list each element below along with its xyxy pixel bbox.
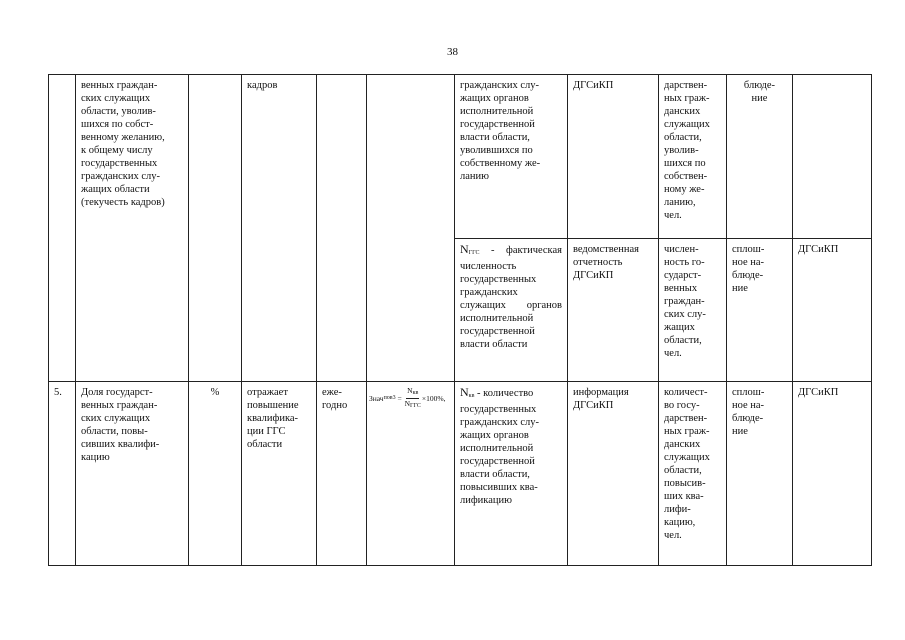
cell-periodicity-cont <box>317 75 367 382</box>
cell-periodicity: еже- годно <box>317 382 367 566</box>
formula-lhs: Знач <box>369 394 384 403</box>
formula-tail: ×100%, <box>421 394 446 403</box>
cell-var1-description: гражданских слу- жащих органов исполнительной государственной власти области, уволившихся по собственному же- ланию <box>455 75 568 239</box>
cell-var1-source: ДГСиКП <box>568 75 659 239</box>
cell-unit: % <box>189 382 242 566</box>
cell-name-cont: венных граждан- ских служащих области, уволив- шихся по собст- венному желанию, к общему числу государственных гражданских слу- жащих области (текучесть кадров) <box>76 75 189 382</box>
var2-symbol: N <box>460 242 469 256</box>
page-number: 38 <box>447 46 458 58</box>
cell-unit-cont <box>189 75 242 382</box>
cell-var1-responsible <box>793 75 872 239</box>
formula-denominator: $N_{ГГС}$ <box>404 399 421 409</box>
cell-formula <box>367 382 455 566</box>
cell-number: 5. <box>49 382 76 566</box>
cell-var2-method: сплош- ное на- блюде- ние <box>727 239 793 382</box>
cell-var-source: информация ДГСиКП <box>568 382 659 566</box>
cell-var2-unit: числен- ность го- сударст- венных граждан- ских слу- жащих области, чел. <box>659 239 727 382</box>
cell-var-unit: количест- во госу- дарствен- ных граж- данских служащих области, повысив- ших ква- лифи- кацию, чел. <box>659 382 727 566</box>
cell-var2-source: ведомственная отчетность ДГСиКП <box>568 239 659 382</box>
indicators-table <box>48 74 872 566</box>
formula-fraction <box>405 386 421 411</box>
cell-reflects-cont: кадров <box>242 75 317 382</box>
var-description-text: - количество государственных гражданских слу- жащих органов исполнительной государственной власти области, повысивших ква- лификацию <box>460 388 539 506</box>
cell-var1-unit: дарствен- ных граж- данских служащих области, уволив- шихся по собствен- ному же- ланию, чел. <box>659 75 727 239</box>
var2-symbol-sub: ГГС <box>468 250 480 256</box>
cell-var-method: сплош- ное на- блюде- ние <box>727 382 793 566</box>
cell-number-cont <box>49 75 76 382</box>
cell-reflects: отражает повышение квалифика- ции ГГС области <box>242 382 317 566</box>
cell-formula-cont <box>367 75 455 382</box>
cell-var2-description <box>455 239 568 382</box>
formula-numerator: $N_{кв}$ <box>406 386 419 399</box>
cell-var-description <box>455 382 568 566</box>
cell-var1-method: блюде- ние <box>727 75 793 239</box>
formula: Знач пов3 = $\frac{N_{кв}}{N_{ГГС}}$ ×100%, <box>369 386 446 409</box>
cell-var2-responsible: ДГСиКП <box>793 239 872 382</box>
cell-var-responsible: ДГСиКП <box>793 382 872 566</box>
var-symbol: N <box>460 385 469 399</box>
var-symbol-sub: кв <box>468 393 475 399</box>
var2-description-text: - фактическая численность государственных гражданских служащих органов исполнительной государственной власти области <box>460 245 562 350</box>
table-row-5 <box>49 382 872 566</box>
formula-lhs-sub: пов3 <box>383 395 396 401</box>
cell-name: Доля государст- венных граждан- ских служащих области, повы- сивших квалифи- кацию <box>76 382 189 566</box>
table-row-continued-a <box>49 75 872 239</box>
